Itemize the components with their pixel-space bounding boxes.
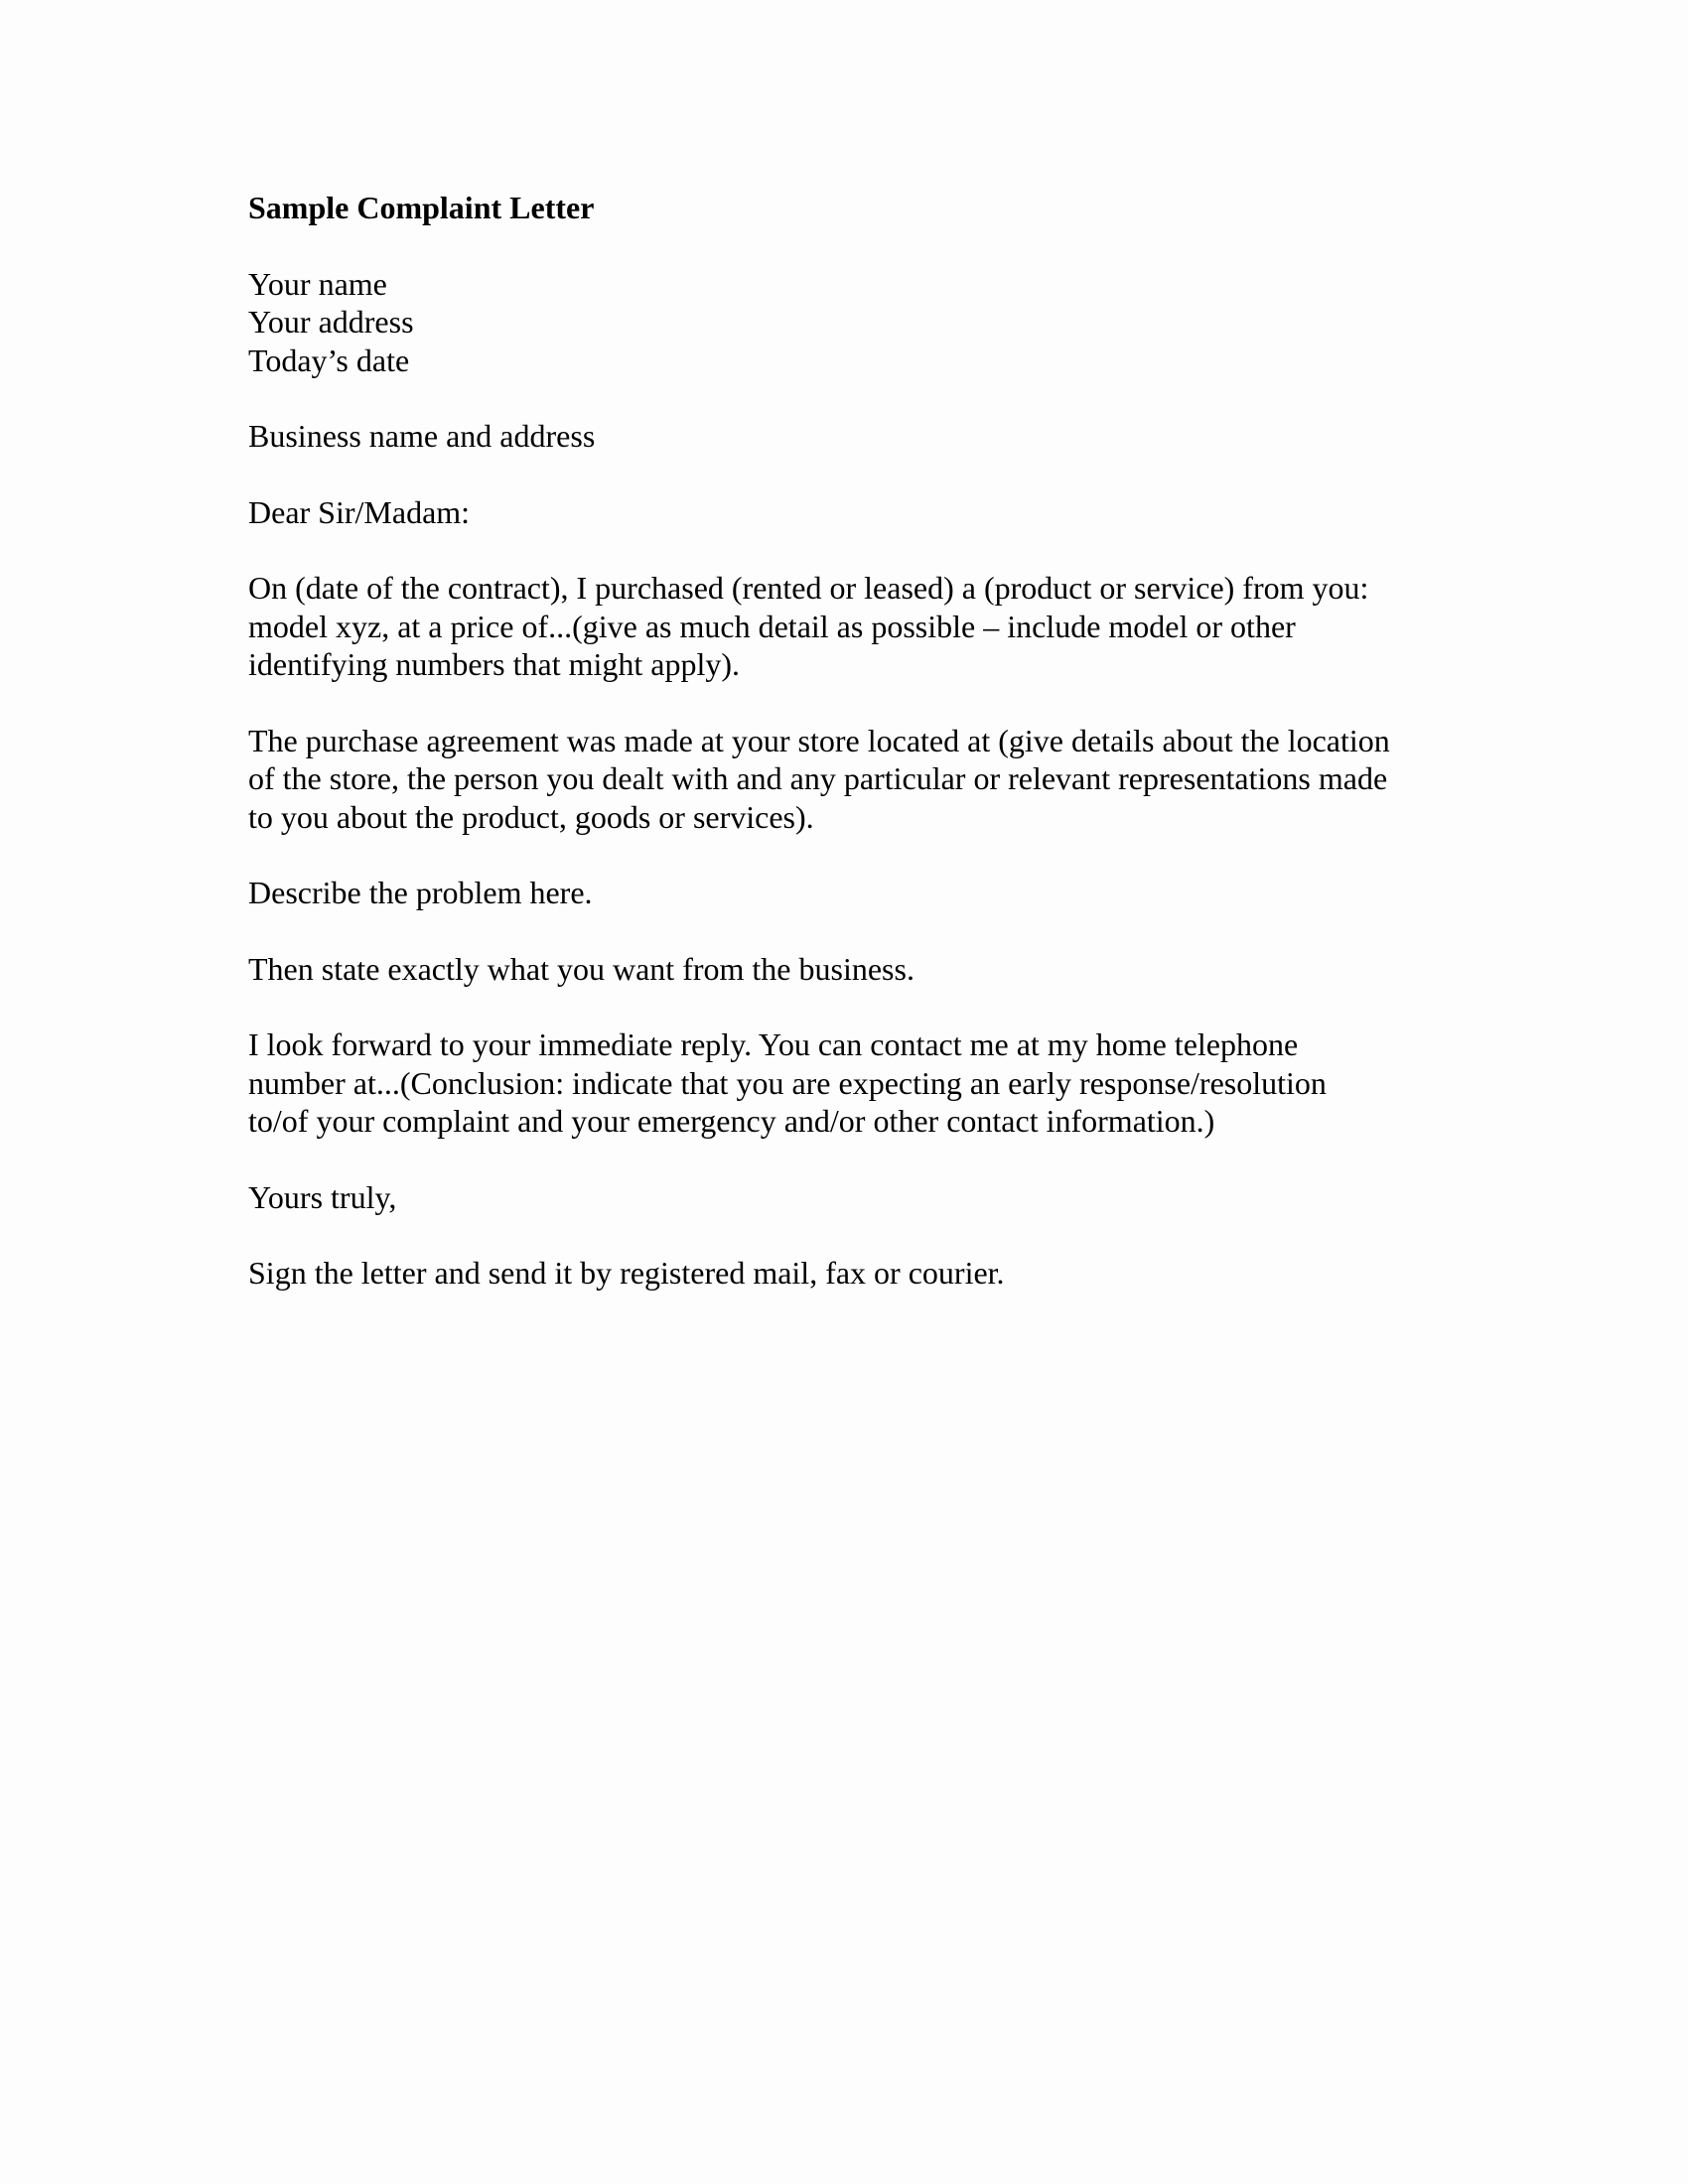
paragraph-agreement — [248, 722, 1489, 837]
sender-block — [248, 265, 1489, 380]
paragraph-line: The purchase agreement was made at your store located at (give details about the location — [248, 722, 1390, 758]
salutation — [248, 493, 1489, 532]
instruction — [248, 1254, 1489, 1293]
closing-text: Yours truly, — [248, 1178, 397, 1215]
sender-address: Your address — [248, 304, 414, 340]
document-title: Sample Complaint Letter — [248, 190, 595, 225]
recipient-text: Business name and address — [248, 418, 596, 454]
paragraph-line: Describe the problem here. — [248, 875, 593, 910]
recipient-block — [248, 417, 1489, 456]
sender-date: Today’s date — [248, 341, 410, 378]
paragraph-purchase — [248, 569, 1489, 684]
paragraph-line: Then state exactly what you want from the business. — [248, 950, 914, 987]
salutation-text: Dear Sir/Madam: — [248, 493, 471, 530]
instruction-text: Sign the letter and send it by registered mail, fax or courier. — [248, 1255, 1005, 1291]
paragraph-line: to/of your complaint and your emergency and/or other contact information.) — [248, 1103, 1215, 1139]
sender-name: Your name — [248, 265, 387, 302]
paragraph-line: to you about the product, goods or services). — [248, 798, 814, 835]
closing — [248, 1178, 1489, 1217]
paragraph-line: I look forward to your immediate reply. You can contact me at my home telephone — [248, 1026, 1299, 1062]
paragraph-problem — [248, 874, 1489, 912]
paragraph-request — [248, 950, 1489, 989]
letter-page — [248, 189, 1489, 1330]
paragraph-line: On (date of the contract), I purchased (rented or leased) a (product or service) from you: — [248, 570, 1369, 606]
paragraph-line: of the store, the person you dealt with and any particular or relevant representations made — [248, 760, 1388, 796]
paragraph-conclusion — [248, 1025, 1489, 1141]
paragraph-line: number at...(Conclusion: indicate that you are expecting an early response/resolution — [248, 1064, 1327, 1101]
paragraph-line: identifying numbers that might apply). — [248, 646, 741, 682]
paragraph-line: model xyz, at a price of...(give as much detail as possible – include model or other — [248, 608, 1296, 644]
